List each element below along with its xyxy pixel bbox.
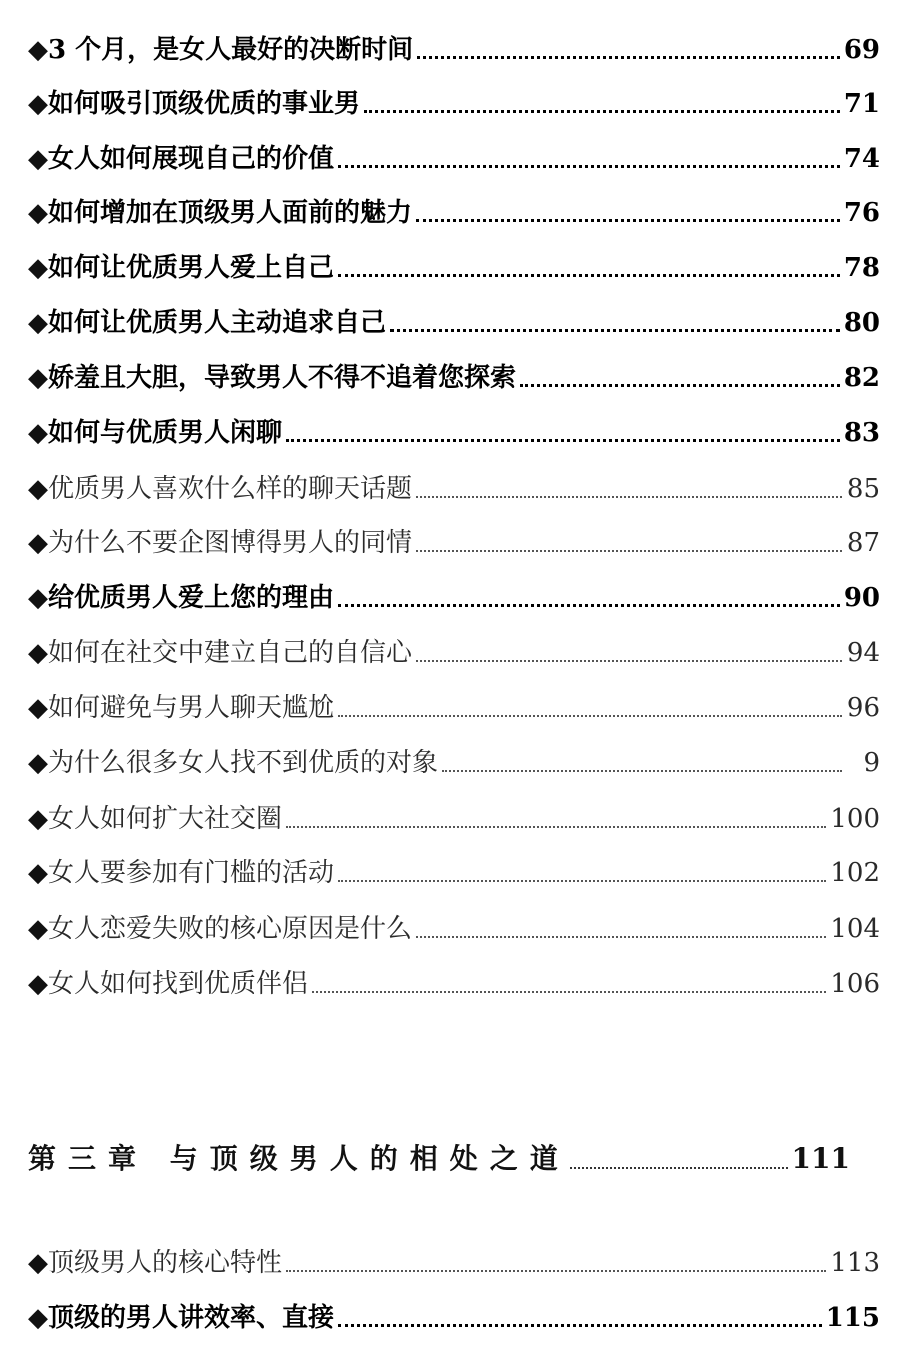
toc-entry-title: 给优质男人爱上您的理由 bbox=[48, 583, 335, 613]
toc-entry-page-number: 113 bbox=[830, 1248, 880, 1278]
toc-entry-title: 如何避免与男人聊天尴尬 bbox=[48, 693, 335, 723]
chapter-page-number: 111 bbox=[791, 1142, 850, 1175]
diamond-bullet-icon: ◆ bbox=[28, 308, 48, 338]
dot-leader bbox=[364, 110, 840, 113]
toc-entry[interactable] bbox=[28, 301, 880, 341]
toc-entry-page-number: 87 bbox=[846, 528, 880, 558]
dot-leader bbox=[416, 550, 842, 552]
toc-entry-title: 如何让优质男人爱上自己 bbox=[48, 253, 335, 283]
diamond-bullet-icon: ◆ bbox=[28, 748, 48, 778]
diamond-bullet-icon: ◆ bbox=[28, 638, 48, 668]
toc-entry[interactable] bbox=[28, 191, 880, 231]
toc-entry[interactable] bbox=[28, 631, 880, 671]
dot-leader bbox=[416, 219, 840, 222]
toc-entry-title: 为什么不要企图博得男人的同情 bbox=[48, 528, 413, 558]
toc-entry-title: 如何吸引顶级优质的事业男 bbox=[48, 89, 361, 119]
toc-entry-page-number: 94 bbox=[846, 638, 880, 668]
toc-entry-page-number: 115 bbox=[825, 1303, 880, 1333]
toc-entry[interactable] bbox=[28, 467, 880, 507]
toc-entry-page-number: 78 bbox=[843, 253, 880, 283]
toc-entry-page-number: 106 bbox=[830, 969, 880, 999]
toc-entry-title: 女人如何展现自己的价值 bbox=[48, 144, 335, 174]
chapter-heading[interactable] bbox=[28, 1135, 850, 1179]
diamond-bullet-icon: ◆ bbox=[28, 1303, 48, 1333]
toc-entry-title: 女人如何扩大社交圈 bbox=[48, 804, 283, 834]
toc-entry-title: 为什么很多女人找不到优质的对象 bbox=[48, 748, 439, 778]
toc-entry-title: 女人恋爱失败的核心原因是什么 bbox=[48, 914, 413, 944]
diamond-bullet-icon: ◆ bbox=[28, 583, 48, 613]
toc-entry-page-number: 69 bbox=[843, 35, 880, 65]
toc-entry-title: 如何在社交中建立自己的自信心 bbox=[48, 638, 413, 668]
dot-leader bbox=[416, 660, 842, 662]
dot-leader bbox=[416, 936, 826, 938]
dot-leader bbox=[338, 165, 840, 168]
dot-leader bbox=[338, 880, 826, 882]
toc-entry-title: 女人要参加有门槛的活动 bbox=[48, 858, 335, 888]
toc-entry-title: 娇羞且大胆，导致男人不得不追着您探索 bbox=[48, 363, 517, 393]
diamond-bullet-icon: ◆ bbox=[28, 693, 48, 723]
toc-entry-page-number: 85 bbox=[846, 474, 880, 504]
diamond-bullet-icon: ◆ bbox=[28, 35, 48, 65]
toc-entry-title: 顶级男人的核心特性 bbox=[48, 1248, 283, 1278]
toc-entry[interactable] bbox=[28, 907, 880, 947]
dot-leader bbox=[338, 274, 840, 277]
toc-entry-title: 如何与优质男人闲聊 bbox=[48, 418, 283, 448]
toc-entry-page-number: 74 bbox=[843, 144, 880, 174]
diamond-bullet-icon: ◆ bbox=[28, 418, 48, 448]
dot-leader bbox=[570, 1167, 788, 1169]
toc-entry[interactable] bbox=[28, 411, 880, 451]
dot-leader bbox=[442, 770, 842, 772]
toc-entry-title: 如何增加在顶级男人面前的魅力 bbox=[48, 198, 413, 228]
toc-entry[interactable] bbox=[28, 851, 880, 891]
toc-entry-page-number: 80 bbox=[843, 308, 880, 338]
toc-entry[interactable] bbox=[28, 686, 880, 726]
diamond-bullet-icon: ◆ bbox=[28, 363, 48, 393]
toc-entry-page-number: 82 bbox=[843, 363, 880, 393]
toc-entry[interactable] bbox=[28, 28, 880, 68]
diamond-bullet-icon: ◆ bbox=[28, 253, 48, 283]
dot-leader bbox=[390, 329, 840, 332]
chapter-title: 第三章 与顶级男人的相处之道 bbox=[28, 1142, 570, 1175]
toc-entry-title: 如何让优质男人主动追求自己 bbox=[48, 308, 387, 338]
toc-entry-page-number: 104 bbox=[830, 914, 880, 944]
toc-entry-page-number: 76 bbox=[843, 198, 880, 228]
toc-entry[interactable] bbox=[28, 246, 880, 286]
dot-leader bbox=[520, 384, 840, 387]
dot-leader bbox=[286, 439, 840, 442]
toc-entry[interactable] bbox=[28, 1296, 880, 1336]
toc-entry-page-number: 71 bbox=[843, 89, 880, 119]
diamond-bullet-icon: ◆ bbox=[28, 914, 48, 944]
diamond-bullet-icon: ◆ bbox=[28, 858, 48, 888]
diamond-bullet-icon: ◆ bbox=[28, 1248, 48, 1278]
diamond-bullet-icon: ◆ bbox=[28, 474, 48, 504]
toc-entry-page-number: 96 bbox=[846, 693, 880, 723]
toc-entry[interactable] bbox=[28, 741, 880, 781]
toc-entry[interactable] bbox=[28, 137, 880, 177]
diamond-bullet-icon: ◆ bbox=[28, 89, 48, 119]
diamond-bullet-icon: ◆ bbox=[28, 198, 48, 228]
toc-entry-title: 女人如何找到优质伴侣 bbox=[48, 969, 309, 999]
toc-entry-page-number: 83 bbox=[843, 418, 880, 448]
toc-entry[interactable] bbox=[28, 82, 880, 122]
dot-leader bbox=[338, 604, 840, 607]
toc-entry[interactable] bbox=[28, 962, 880, 1002]
dot-leader bbox=[416, 496, 842, 498]
toc-entry[interactable] bbox=[28, 797, 880, 837]
diamond-bullet-icon: ◆ bbox=[28, 969, 48, 999]
toc-entry[interactable] bbox=[28, 521, 880, 561]
toc-entry-title: 优质男人喜欢什么样的聊天话题 bbox=[48, 474, 413, 504]
toc-entry-title: 3 个月，是女人最好的决断时间 bbox=[48, 35, 414, 65]
toc-entry-title: 顶级的男人讲效率、直接 bbox=[48, 1303, 335, 1333]
dot-leader bbox=[312, 991, 826, 993]
toc-entry-page-number: 100 bbox=[830, 804, 880, 834]
diamond-bullet-icon: ◆ bbox=[28, 528, 48, 558]
toc-entry[interactable] bbox=[28, 576, 880, 616]
dot-leader bbox=[338, 1324, 822, 1327]
dot-leader bbox=[338, 715, 842, 717]
diamond-bullet-icon: ◆ bbox=[28, 144, 48, 174]
toc-entry[interactable] bbox=[28, 356, 880, 396]
toc-entry-page-number: 9 bbox=[863, 748, 880, 778]
diamond-bullet-icon: ◆ bbox=[28, 804, 48, 834]
dot-leader bbox=[286, 826, 826, 828]
dot-leader bbox=[286, 1270, 826, 1272]
toc-entry-page-number: 102 bbox=[830, 858, 880, 888]
dot-leader bbox=[417, 56, 840, 59]
toc-entry[interactable] bbox=[28, 1241, 880, 1281]
toc-entry-page-number: 90 bbox=[843, 583, 880, 613]
